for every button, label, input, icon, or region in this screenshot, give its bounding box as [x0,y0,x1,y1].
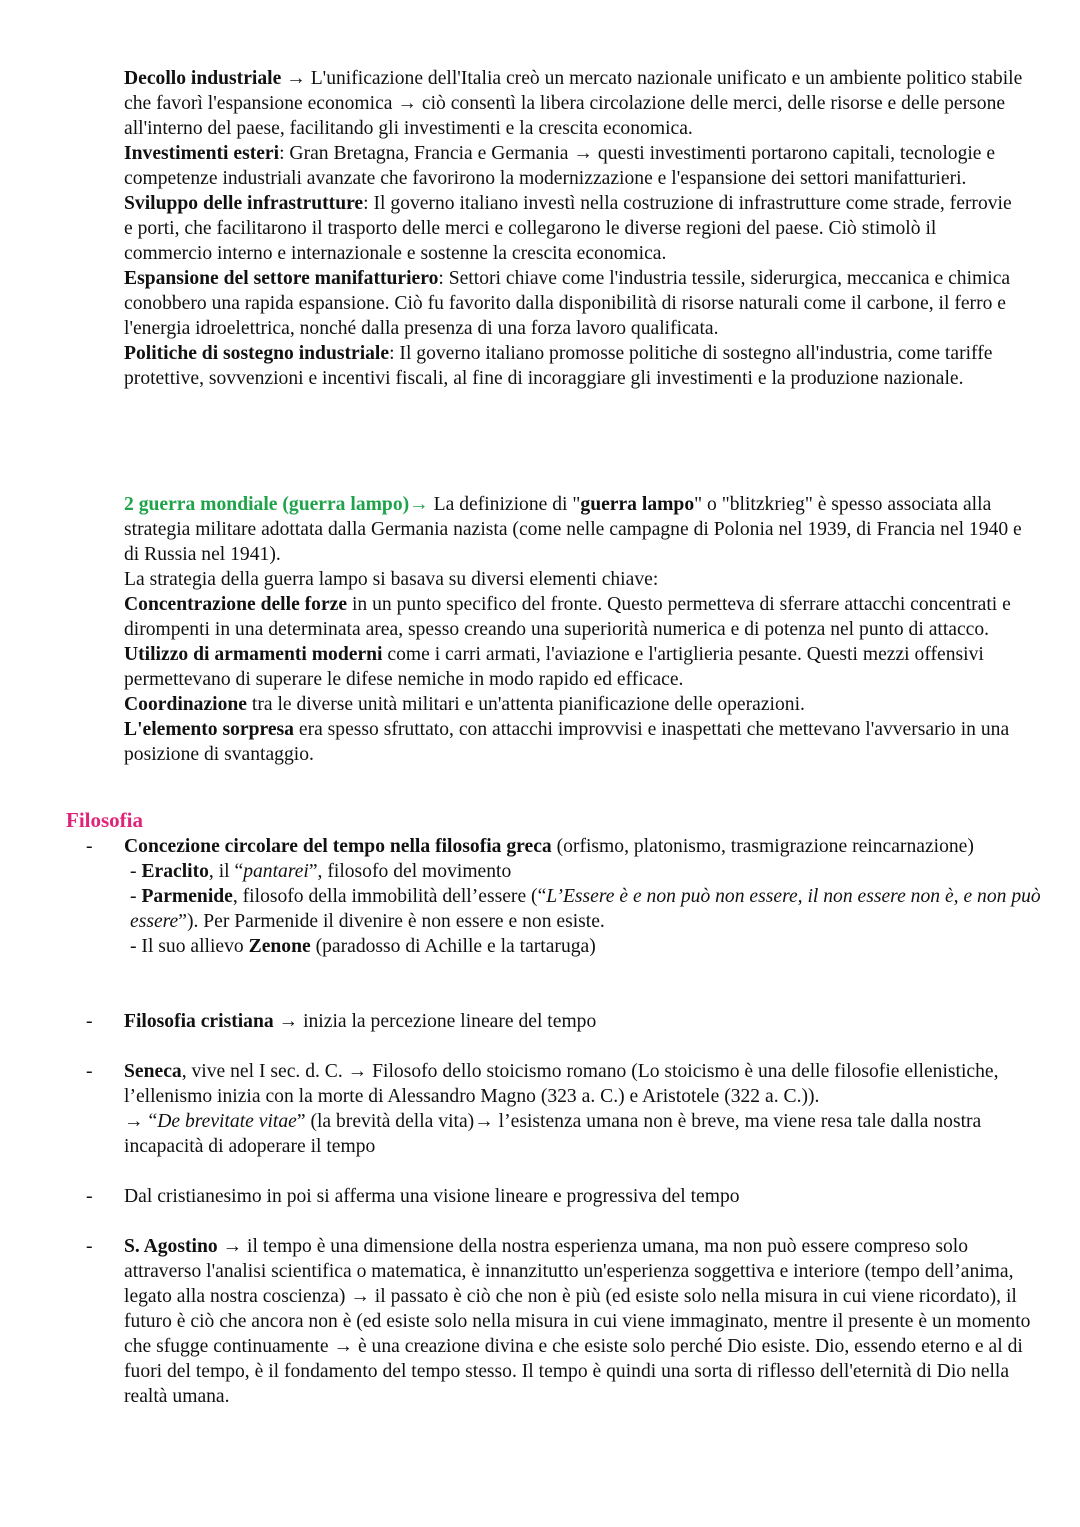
arrow-icon: → [333,1336,354,1357]
arrow-icon: → [409,494,429,515]
section-heading-filosofia: Filosofia [66,808,143,832]
investimenti-paragraph: Investimenti esteri: Gran Bretagna, Francia e Germania → questi investimenti portarono capitali, tecnologie e competenze industriali avanzate che favorirono la modernizzazione e l'espansione dei settori manifatturieri. [124,143,996,189]
armamenti-paragraph: Utilizzo di armamenti moderni come i carri armati, l'aviazione e l'artiglieria pesante. Questi mezzi offensivi permettevano di superare le difese nemiche in modo rapido ed efficace. [124,644,984,690]
arrow-icon: → [397,93,417,114]
sub-item-zenone: - Il suo allievo Zenone (paradosso di Achille e la tartaruga) [130,936,596,957]
concentrazione-paragraph: Concentrazione delle forze in un punto specifico del fronte. Questo permetteva di sferrare attacchi concentrati e dirompenti in una determinata area, spesso creando una superiorità numerica e di potenza nel punto di attacco. [124,594,1011,640]
arrow-icon: → [474,1111,494,1132]
sub-item-eraclito: - Eraclito, il “pantarei”, filosofo del movimento [130,861,512,882]
politiche-paragraph: Politiche di sostegno industriale: Il governo italiano promosse politiche di sostegno all'industria, come tariffe protettive, sovvenzioni e incentivi fiscali, al fine di incoraggiare gli investimenti e la produzione nazionale. [124,343,993,389]
list-item: - Concezione circolare del tempo nella filosofia greca (orfismo, platonismo, trasmigrazione reincarnazione) - Eraclito, il “pantarei”, filosofo del movimento - Parmenide, filosofo della immobilità dell’essere (“L’Essere è e non può non essere, il non essere non è, e non può essere”). Per Parmenide il divenire è non essere e non esiste. - Il suo allievo Zenone (paradosso di Achille e la tartaruga) [86,834,1046,959]
list-item: - S. Agostino → il tempo è una dimensione della nostra esperienza umana, ma non può essere compreso solo attraverso l'analisi scientifica o matematica, è innanzitutto un'esperienza soggettiva e interiore (tempo dell’anima, legato alla nostra coscienza) → il passato è ciò che non è più (ed esiste solo nella misura in cui viene ricordato), il futuro è ciò che ancora non è (ed esiste solo nella misura in cui viene immaginato, mentre il presente è un momento che sfugge continuamente → è una creazione divina e che esiste solo perché Dio esiste. Dio, essendo eterno e al di fuori del tempo, è il fondamento del tempo stesso. Il tempo è quindi una sorta di riflesso dell'eternità di Dio nella realtà umana. [86,1236,1031,1407]
list-item: - Dal cristianesimo in poi si afferma una visione lineare e progressiva del tempo [86,1186,740,1207]
list-bullet: - [86,1011,93,1032]
economy-section [124,66,1024,391]
arrow-icon: → [350,1286,370,1307]
sviluppo-paragraph: Sviluppo delle infrastrutture: Il governo italiano investì nella costruzione di infrastrutture come strade, ferrovie e porti, che facilitarono il trasporto delle merci e collegarono le diverse regioni del paese. Ciò stimolò il commercio interno e internazionale e sostenne la crescita economica. [124,193,1012,264]
list-item: - Filosofia cristiana → inizia la percezione lineare del tempo [86,1011,597,1032]
list-bullet: - [86,836,93,857]
coordinazione-paragraph: Coordinazione tra le diverse unità militari e un'attenta pianificazione delle operazioni. [124,694,805,715]
war-strategy: La strategia della guerra lampo si basava su diversi elementi chiave: [124,569,659,590]
list-bullet: - [86,1061,93,1082]
list-bullet: - [86,1186,93,1207]
espansione-paragraph: Espansione del settore manifatturiero: Settori chiave come l'industria tessile, siderurgica, meccanica e chimica conobbero una rapida espansione. Ciò fu favorito dalla disponibilità di risorse naturali come il carbone, il ferro e l'energia idroelettrica, nonché dalla presenza di una forza lavoro qualificata. [124,268,1011,339]
decollo-paragraph: Decollo industriale → L'unificazione dell'Italia creò un mercato nazionale unificato e un ambiente politico stabile che favorì l'espansione economica → ciò consentì la libera circolazione delle merci, delle risorse e delle persone all'interno del paese, facilitando gli investimenti e la crescita economica. [124,68,1023,139]
war-intro: 2 guerra mondiale (guerra lampo)→ La definizione di "guerra lampo" o "blitzkrieg" è spesso associata alla strategia militare adottata dalla Germania nazista (come nelle campagne di Polonia nel 1939, di Francia nel 1940 e di Russia nel 1941). [124,494,1022,565]
war-section [124,492,1024,767]
arrow-icon: → [222,1236,243,1257]
arrow-icon: → [124,1111,144,1132]
arrow-icon: → [278,1011,299,1032]
arrow-icon: → [573,143,593,164]
list-item: - Seneca, vive nel I sec. d. C. → Filosofo dello stoicismo romano (Lo stoicismo è una delle filosofie ellenistiche, l’ellenismo inizia con la morte di Alessandro Magno (323 a. C.) e Aristotele (322 a. C.)). → “De brevitate vitae” (la brevità della vita)→ l’esistenza umana non è breve, ma viene resa tale dalla nostra incapacità di adoperare il tempo [86,1061,999,1157]
list-bullet: - [86,1236,93,1257]
sub-item-parmenide: - Parmenide, filosofo della immobilità dell’essere (“L’Essere è e non può non essere, il non essere non è, e non può essere”). Per Parmenide il divenire è non essere e non esiste. [130,886,1041,932]
war-title: 2 guerra mondiale (guerra lampo) [124,494,410,515]
sorpresa-paragraph: L'elemento sorpresa era spesso sfruttato, con attacchi improvvisi e inaspettati che mettevano l'avversario in una posizione di svantaggio. [124,719,1010,765]
arrow-icon: → [347,1061,368,1082]
arrow-icon: → [281,68,306,89]
